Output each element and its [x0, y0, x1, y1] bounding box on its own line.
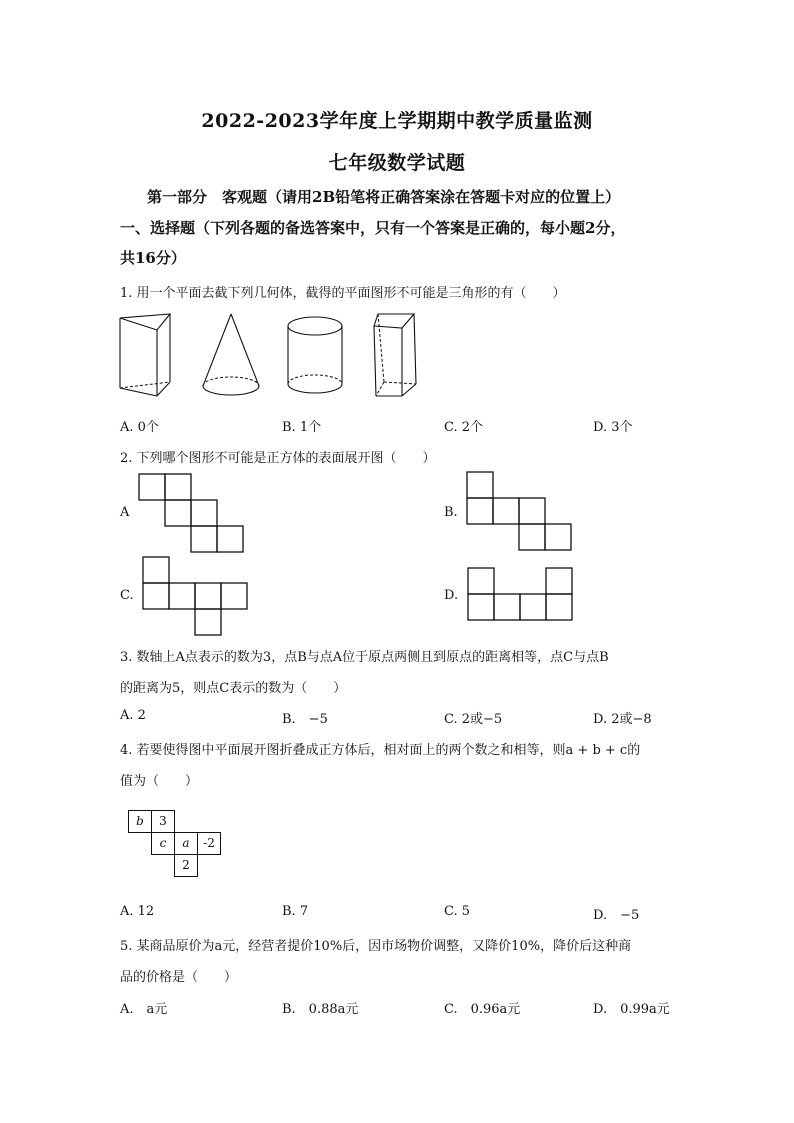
question-1-text: 1. 用一个平面去截下列几何体，截得的平面图形不可能是三角形的有（ ） — [120, 286, 566, 301]
question-4-line2: 值为（ ） — [120, 774, 199, 789]
q4-option-b[interactable]: B. 7 — [282, 904, 309, 919]
q4-option-c[interactable]: C. 5 — [444, 904, 471, 919]
q5-option-c[interactable]: C. 0.96a元 — [444, 1002, 521, 1017]
q3-option-c[interactable]: C. 2或−5 — [444, 712, 503, 727]
quadrilateral-prism-icon — [366, 310, 426, 402]
q2-net-a[interactable] — [138, 473, 248, 555]
page-subtitle: 七年级数学试题 — [328, 152, 466, 174]
part-heading: 第一部分 客观题（请用2B铅笔将正确答案涂在答题卡对应的位置上） — [147, 188, 621, 206]
q5-option-a[interactable]: A. a元 — [120, 1002, 168, 1017]
q4-option-a[interactable]: A. 12 — [120, 904, 155, 919]
net-cell-b: b — [128, 810, 152, 833]
q2-option-a-label[interactable]: A — [120, 505, 130, 520]
q2-net-b[interactable] — [466, 471, 576, 553]
question-5-line2: 品的价格是（ ） — [120, 970, 238, 985]
net-cell-3: 3 — [151, 810, 175, 833]
q1-option-d[interactable]: D. 3个 — [593, 420, 633, 435]
net-cell-2: 2 — [174, 854, 198, 877]
net-cell-c: c — [151, 832, 175, 855]
cylinder-icon — [282, 314, 352, 402]
q1-option-b[interactable]: B. 1个 — [282, 420, 322, 435]
q5-option-d[interactable]: D. 0.99a元 — [593, 1002, 670, 1017]
q3-option-b[interactable]: B. −5 — [282, 712, 328, 727]
section-heading-line2: 共16分） — [120, 249, 186, 267]
q1-option-c[interactable]: C. 2个 — [444, 420, 484, 435]
question-3-line1: 3. 数轴上A点表示的数为3，点B与点A位于原点两侧且到原点的距离相等，点C与点B — [120, 650, 609, 665]
q4-option-d[interactable]: D. −5 — [593, 908, 640, 923]
section-heading-line1: 一、选择题（下列各题的备选答案中，只有一个答案是正确的，每小题2分， — [120, 219, 626, 237]
page-title: 2022-2023学年度上学期期中教学质量监测 — [201, 110, 593, 132]
q1-option-a[interactable]: A. 0个 — [120, 420, 159, 435]
net-cell-a: a — [174, 832, 198, 855]
q2-net-c[interactable] — [142, 556, 252, 638]
net-cell-neg2: -2 — [197, 832, 221, 855]
q2-option-c-label[interactable]: C. — [120, 588, 134, 603]
cone-icon — [198, 310, 264, 402]
q3-option-d[interactable]: D. 2或−8 — [593, 712, 652, 727]
question-3-line2: 的距离为5，则点C表示的数为（ ） — [120, 681, 347, 696]
question-2-text: 2. 下列哪个图形不可能是正方体的表面展开图（ ） — [120, 451, 436, 466]
q2-net-d[interactable] — [467, 567, 577, 623]
triangular-prism-icon — [115, 310, 180, 402]
q5-option-b[interactable]: B. 0.88a元 — [282, 1002, 359, 1017]
question-4-line1: 4. 若要使得图中平面展开图折叠成正方体后，相对面上的两个数之和相等，则a + b + c的 — [120, 743, 641, 758]
q3-option-a[interactable]: A. 2 — [120, 708, 146, 723]
q2-option-d-label[interactable]: D. — [444, 588, 459, 603]
question-5-line1: 5. 某商品原价为a元，经营者提价10%后，因市场物价调整，又降价10%，降价后这种商 — [120, 939, 632, 954]
q2-option-b-label[interactable]: B. — [444, 505, 458, 520]
